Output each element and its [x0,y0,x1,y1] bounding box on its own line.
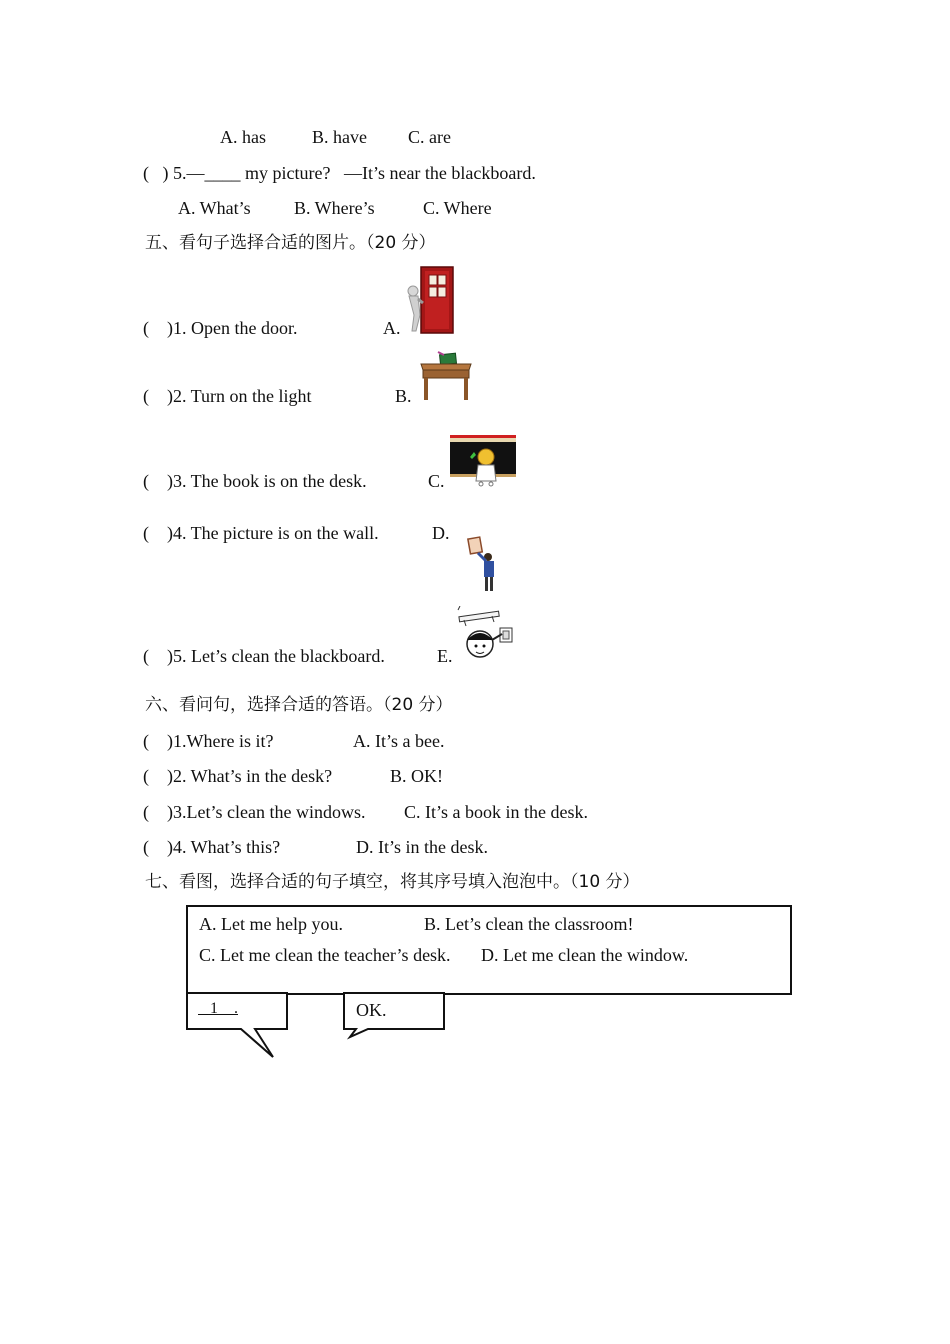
section5-heading: 五、看句子选择合适的图片。（20 分） [145,233,436,253]
section6-question-2: ( )2. What’s in the desk? [143,766,333,786]
q4-item5-option-b: B. Where’s [294,198,375,218]
q4-option-b: B. have [312,127,367,147]
q4-option-c: C. are [408,127,451,147]
section5-question-1: ( )1. Open the door. [143,318,298,338]
section5-letter-c: C. [428,471,445,491]
section5-question-2: ( )2. Turn on the light [143,386,312,406]
section5-question-4: ( )4. The picture is on the wall. [143,523,379,543]
section7-option-c: C. Let me clean the teacher’s desk. [199,945,451,965]
section6-question-4: ( )4. What’s this? [143,837,281,857]
q4-item5-option-a: A. What’s [178,198,251,218]
section7-option-d: D. Let me clean the window. [481,945,689,965]
speech-bubble-2-text: OK. [356,1000,387,1020]
picture-on-wall-picture [466,535,502,593]
blackboard-picture [450,435,516,487]
section6-answer-a: A. It’s a bee. [353,731,445,751]
section6-answer-d: D. It’s in the desk. [356,837,488,857]
section5-letter-b: B. [395,386,412,406]
section5-letter-e: E. [437,646,453,666]
section5-letter-d: D. [432,523,450,543]
q4-item5-question: ( ) 5.—____ my picture? —It’s near the blackboard. [143,163,536,183]
section7-heading: 七、看图，选择合适的句子填空，将其序号填入泡泡中。（10 分） [145,872,640,892]
q4-item5-option-c: C. Where [423,198,492,218]
q4-option-a: A. has [220,127,266,147]
section6-question-1: ( )1.Where is it? [143,731,274,751]
door-picture [405,265,457,335]
section7-option-b: B. Let’s clean the classroom! [424,914,634,934]
section6-question-3: ( )3.Let’s clean the windows. [143,802,366,822]
speech-bubble-1-answer: 1 . [198,1000,238,1017]
section6-answer-b: B. OK! [390,766,443,786]
desk-with-book-picture [418,350,474,402]
light-switch-picture [456,606,516,666]
section5-question-3: ( )3. The book is on the desk. [143,471,367,491]
section5-letter-a: A. [383,318,401,338]
section7-option-a: A. Let me help you. [199,914,343,934]
section6-heading: 六、看问句，选择合适的答语。（20 分） [145,695,453,715]
section6-answer-c: C. It’s a book in the desk. [404,802,588,822]
section5-question-5: ( )5. Let’s clean the blackboard. [143,646,385,666]
